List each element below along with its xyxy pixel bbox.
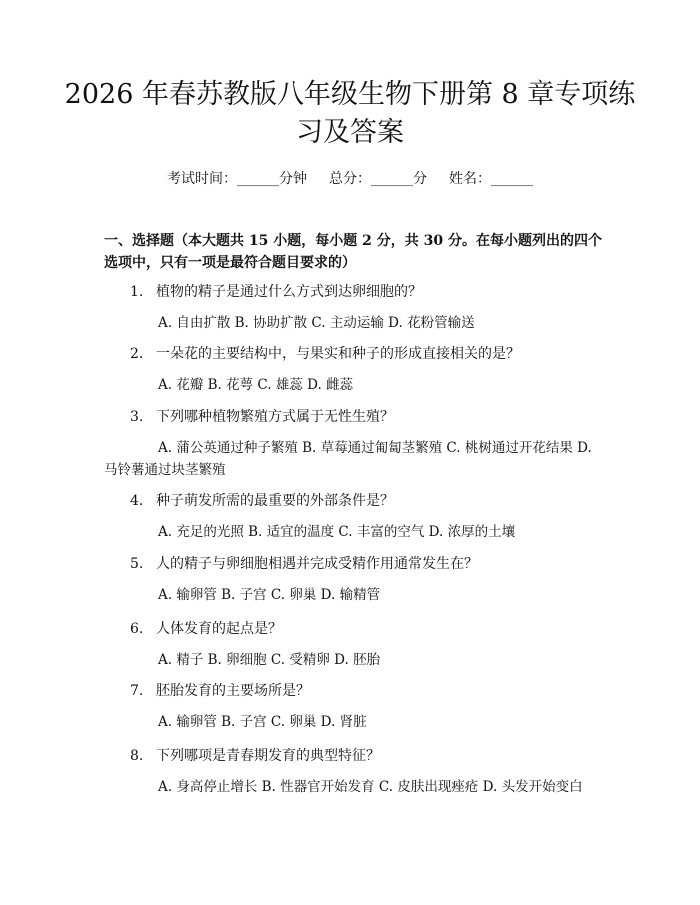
question-text: 胚胎发育的主要场所是？ [156, 683, 310, 699]
exam-time-field: 考试时间：______分钟 [167, 171, 307, 187]
question-number: 4. [130, 493, 144, 509]
total-score-field: 总分：______分 [329, 171, 427, 187]
question-text: 下列哪项是青春期发育的典型特征？ [156, 748, 380, 764]
question-text: 人的精子与卵细胞相遇并完成受精作用通常发生在？ [156, 556, 478, 572]
question-text: 一朵花的主要结构中，与果实和种子的形成直接相关的是？ [156, 346, 520, 362]
question-options: A. 蒲公英通过种子繁殖 B. 草莓通过匍匐茎繁殖 C. 桃树通过开花结果 D. 马铃薯通过块茎繁殖 [104, 440, 592, 478]
question-options: A. 输卵管 B. 子宫 C. 卵巢 D. 输精管 [158, 587, 381, 603]
section-heading-multiple-choice: 一、选择题（本大题共 15 小题，每小题 2 分，共 30 分。在每小题列出的四个选项中，只有一项是最符合题目要求的） [104, 233, 602, 271]
exam-info-line [0, 169, 700, 189]
question-number: 7. [130, 683, 144, 699]
question-item [130, 746, 380, 766]
document-title: 2026 年春苏教版八年级生物下册第 8 章专项练习及答案 [64, 79, 636, 148]
question-number: 2. [130, 346, 144, 362]
student-name-field: 姓名：______ [449, 171, 533, 187]
question-item [130, 491, 394, 511]
question-options: A. 身高停止增长 B. 性器官开始发育 C. 皮肤出现痤疮 D. 头发开始变白 [158, 779, 583, 795]
question-item [130, 344, 520, 364]
question-text: 下列哪种植物繁殖方式属于无性生殖？ [156, 409, 394, 425]
question-item [130, 282, 422, 302]
question-options: A. 输卵管 B. 子宫 C. 卵巢 D. 肾脏 [158, 714, 367, 730]
question-text: 种子萌发所需的最重要的外部条件是？ [156, 493, 394, 509]
question-options: A. 自由扩散 B. 协助扩散 C. 主动运输 D. 花粉管输送 [158, 315, 475, 331]
question-options: A. 精子 B. 卵细胞 C. 受精卵 D. 胚胎 [158, 652, 381, 668]
question-item [130, 619, 282, 639]
question-text: 人体发育的起点是？ [156, 621, 282, 637]
question-options: A. 充足的光照 B. 适宜的温度 C. 丰富的空气 D. 浓厚的土壤 [158, 524, 516, 540]
question-text: 植物的精子是通过什么方式到达卵细胞的？ [156, 284, 422, 300]
question-number: 1. [130, 284, 144, 300]
question-number: 8. [130, 748, 144, 764]
question-number: 6. [130, 621, 144, 637]
question-item [130, 681, 310, 701]
question-options: A. 花瓣 B. 花萼 C. 雄蕊 D. 雌蕊 [158, 377, 354, 393]
question-number: 3. [130, 409, 144, 425]
question-number: 5. [130, 556, 144, 572]
question-item [130, 407, 394, 427]
question-item [130, 554, 478, 574]
